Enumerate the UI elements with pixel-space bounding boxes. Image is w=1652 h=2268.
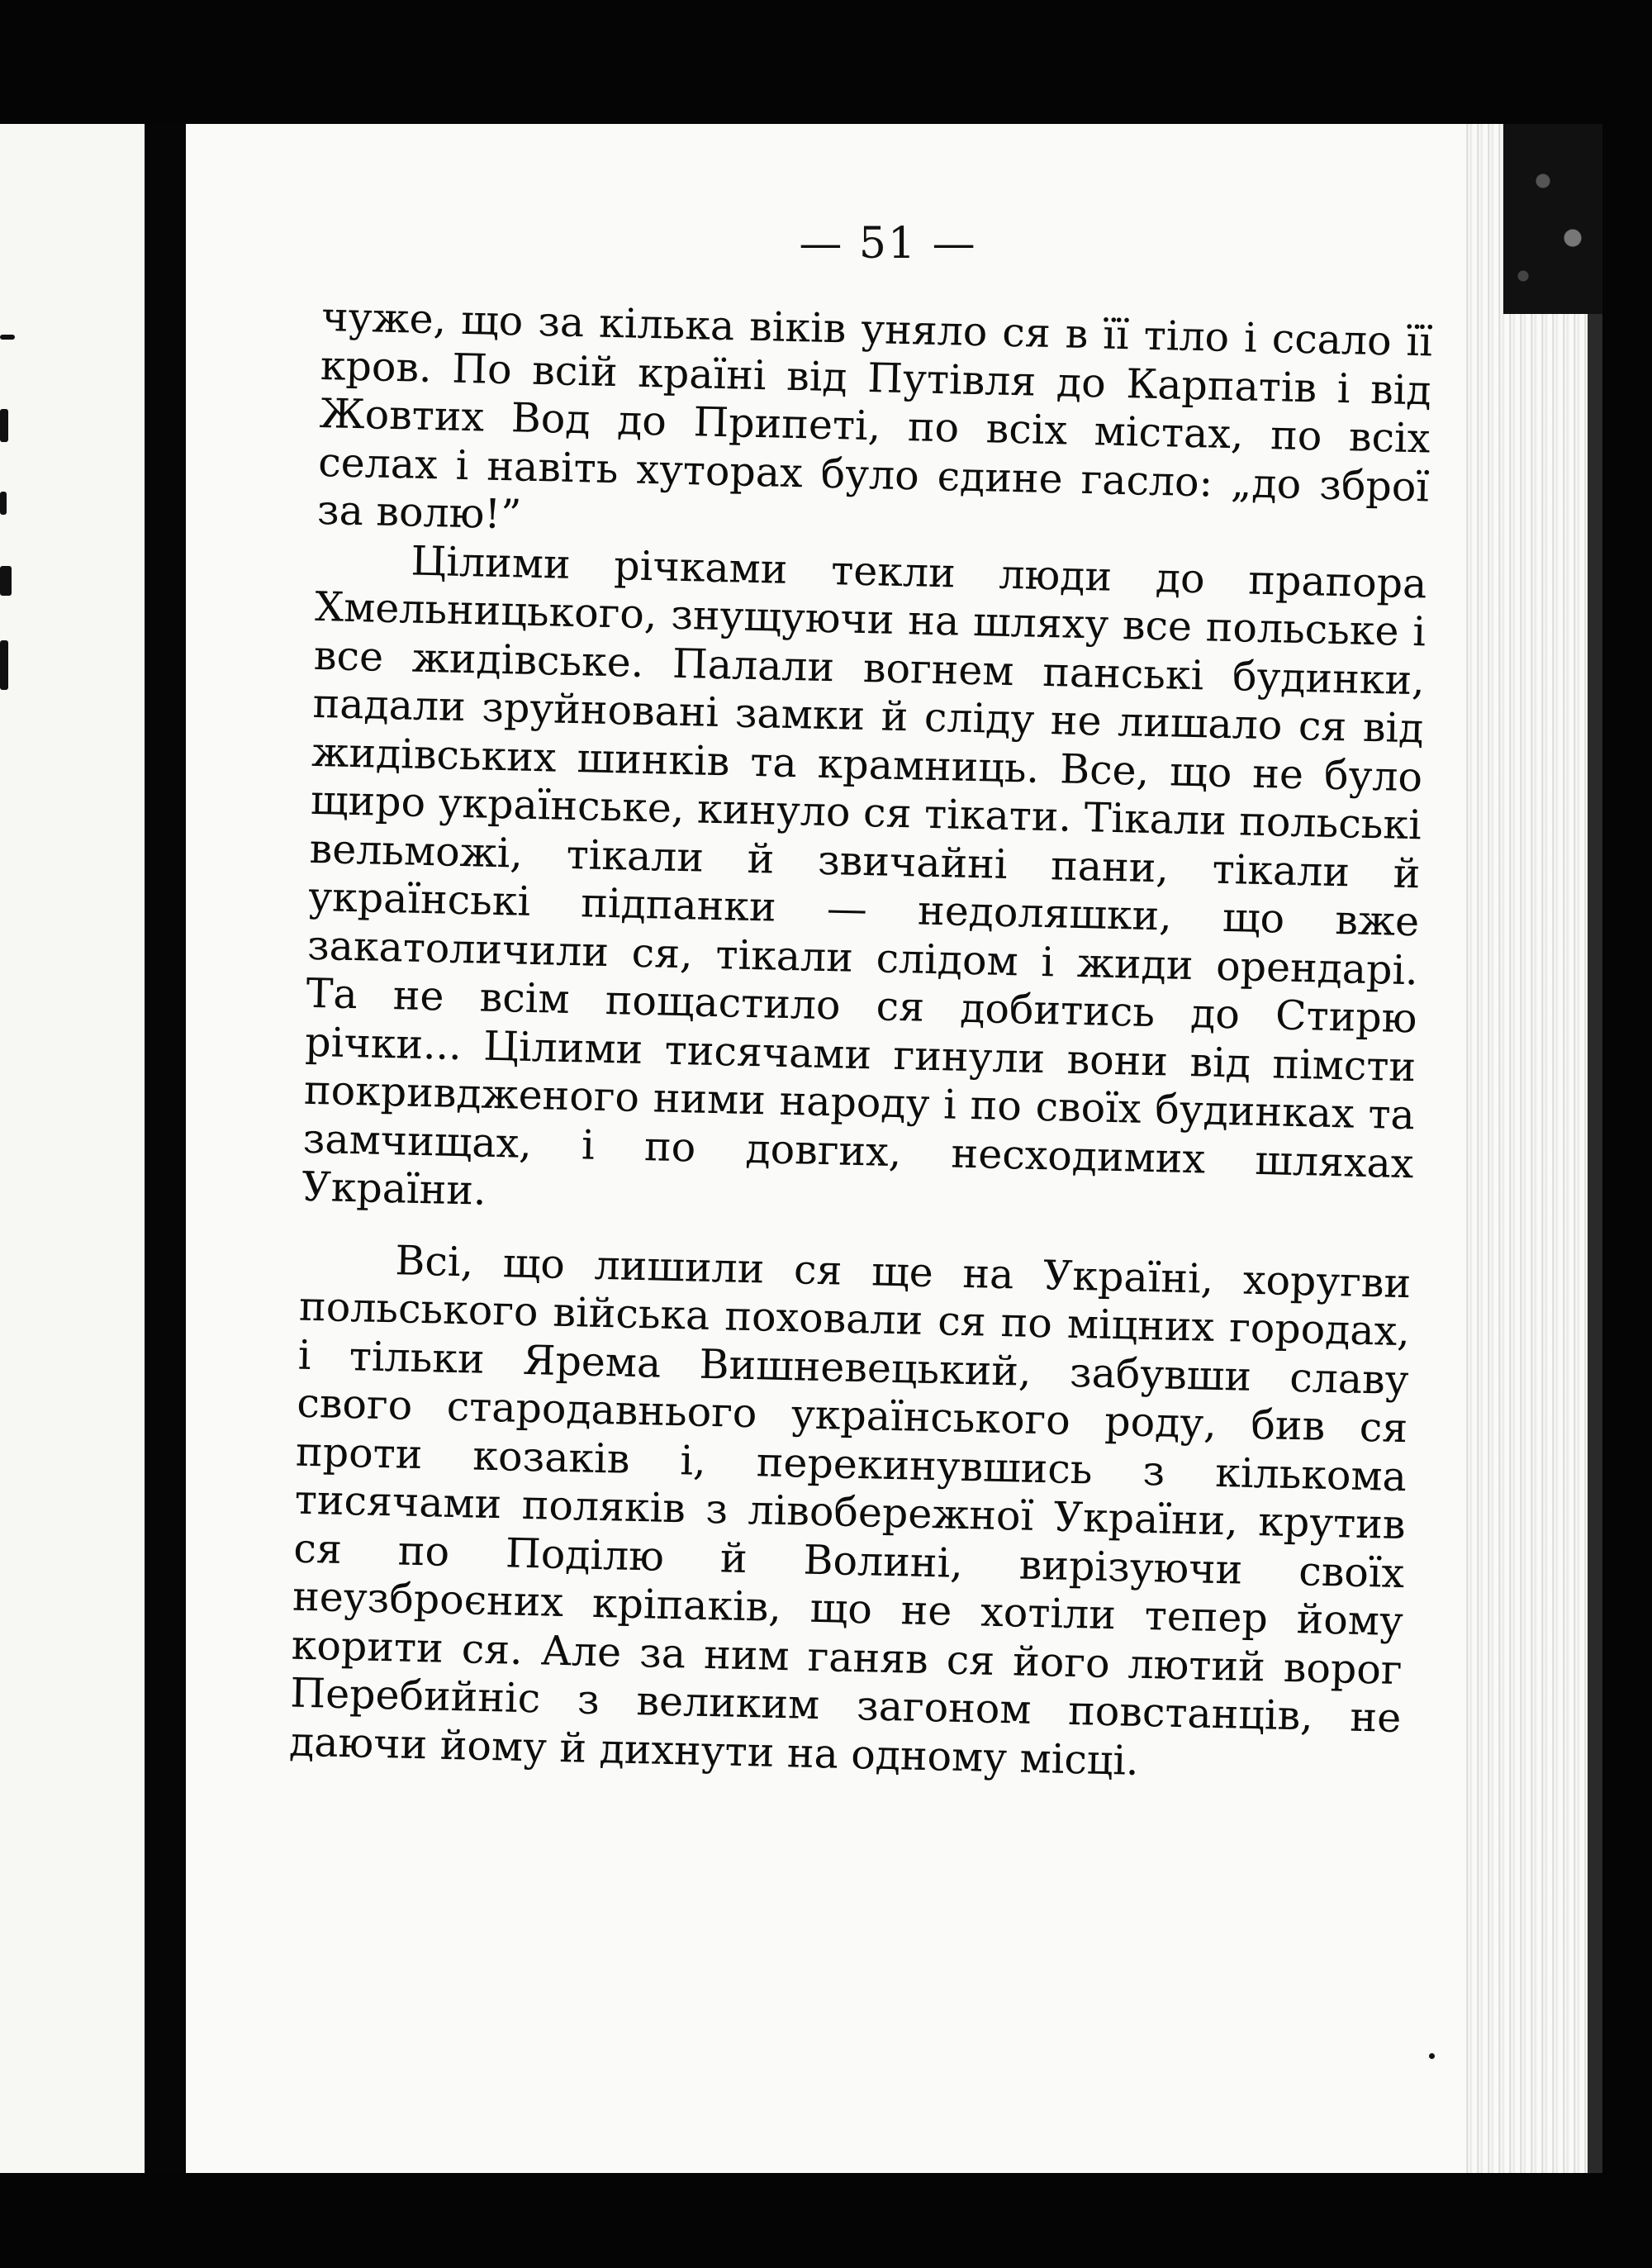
page-edge xyxy=(1462,124,1602,2173)
left-page-mark xyxy=(0,492,7,515)
left-page-mark xyxy=(0,566,12,596)
paragraph-2: Цілими річками текли люди до прапора Хмельницького, знущуючи на шляху все польське і все жидівське. Палали вогнем панські будинки, падали зруйновані замки й сліду не лишало ся від жидівських шинків та крамниць. Все, що не було щиро українське, кинуло ся тікати. Тікали польські вельможі, тікали й звичайні пани, тікали й українські підпанки — недоляшки, що вже закатоличили ся, тікали слідом і жиди орендарі. Та не всім пощастило ся добитись до Стирю річки... Цілими тисячами гинули вони від пімсти покривдженого ними народу і по своїх будинках та замчищах, і по довгих, несходимих шляхах України. xyxy=(301,537,1428,1215)
left-page-mark xyxy=(0,640,8,690)
left-page-mark xyxy=(0,409,8,442)
book-page xyxy=(186,124,1602,2173)
page-number: — 51 — xyxy=(799,219,977,269)
page-corner-damage xyxy=(1503,124,1602,314)
speck xyxy=(1429,2053,1435,2059)
book-spine-gutter xyxy=(145,124,186,2173)
left-page-mark xyxy=(0,335,15,340)
paragraph-1: чуже, що за кілька віків уняло ся в її тіло і ссало її кров. По всій країні від Путівля до Карпатів і від Жовтих Вод до Припеті, по всіх містах, по всіх селах і навіть хуторах було єдине гасло: „до зброї за волю!” xyxy=(316,293,1433,539)
body-text xyxy=(289,293,1433,1791)
left-page-fragment xyxy=(0,124,145,2173)
paragraph-3: Всі, що лишили ся ще на Україні, хоругви польського війська поховали ся по міцних городах, і тільки Ярема Вишневецький, забувши славу свого стародавнього українського роду, бив ся проти козаків і, перекинувшись з кількома тисячами поляків з лівобережної України, крутив ся по Поділю й Волині, вирізуючи своїх неузброєних кріпаків, що не хотіли тепер йому корити ся. Але за ним ганяв ся його лютий ворог Перебийніс з великим загоном повстанців, не даючи йому й дихнути на одному місці. xyxy=(288,1236,1412,1785)
